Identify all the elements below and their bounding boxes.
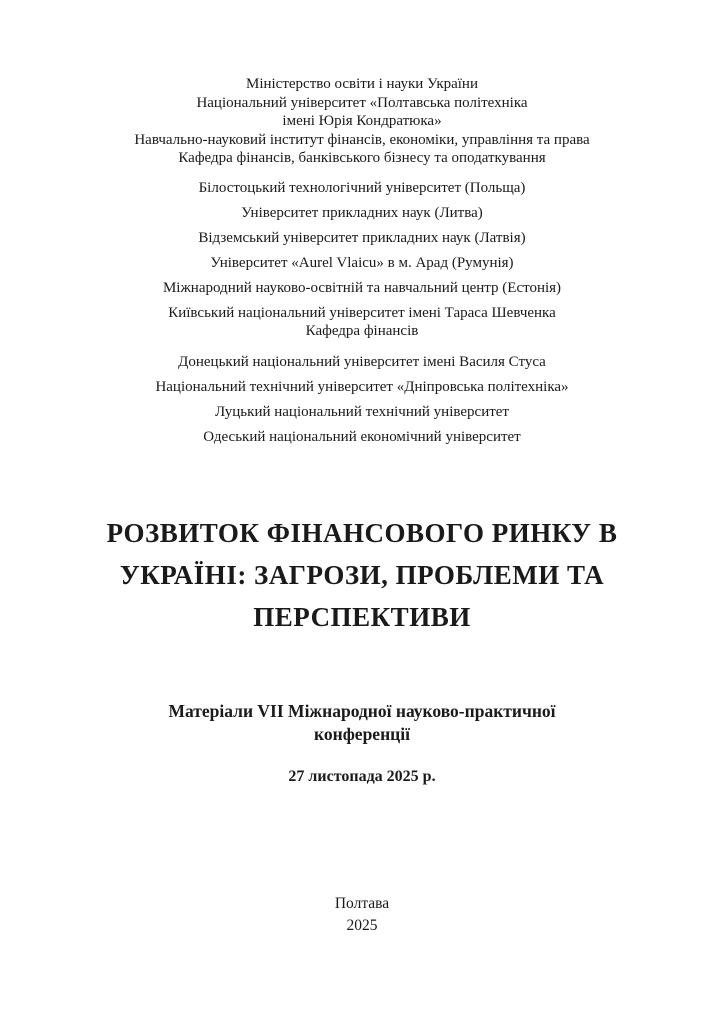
conference-title <box>0 512 724 638</box>
ministry-line: Міністерство освіти і науки України <box>245 76 478 92</box>
partner-international-4: Університет «Aurel Vlaicu» в м. Арад (Румунія) <box>210 254 514 271</box>
kyiv-department-line: Кафедра фінансів <box>305 322 419 339</box>
host-university-line1: Національний університет «Полтавська політехніка <box>196 94 528 111</box>
partner-international-1: Білостоцький технологічний університет (Польща) <box>198 179 526 196</box>
conference-subtitle-line1: Матеріали VII Міжнародної науково-практичної <box>168 700 556 721</box>
kyiv-university-block <box>0 304 724 340</box>
conference-date: 27 листопада 2025 р. <box>288 767 436 785</box>
conference-subtitle <box>0 700 724 746</box>
partner-national-4: Одеський національний економічний університет <box>203 428 521 445</box>
partner-national-1: Донецький національний університет імені Василя Стуса <box>178 353 546 370</box>
ministry-block <box>0 75 724 168</box>
partner-international-3: Відземський університет прикладних наук (Латвія) <box>198 229 526 246</box>
conference-title-line2: УКРАЇНІ: ЗАГРОЗИ, ПРОБЛЕМИ ТА <box>119 559 605 590</box>
partner-international-5: Міжнародний науково-освітній та навчальний центр (Естонія) <box>162 279 562 296</box>
institute-line: Навчально-науковий інститут фінансів, економіки, управління та права <box>134 131 590 148</box>
partner-national-3: Луцький національний технічний університет <box>214 403 509 420</box>
partner-international-2: Університет прикладних наук (Литва) <box>241 204 483 221</box>
conference-title-line3: ПЕРСПЕКТИВИ <box>253 601 471 632</box>
imprint-block <box>0 893 724 937</box>
national-partners-list <box>0 353 724 446</box>
conference-subtitle-line2: конференції <box>314 723 410 744</box>
international-partners-list <box>0 179 724 297</box>
partner-national-2: Національний технічний університет «Дніпровська політехніка» <box>155 378 569 395</box>
imprint-year: 2025 <box>346 917 378 934</box>
kyiv-university-line: Київський національний університет імені Тараса Шевченка <box>168 304 556 321</box>
imprint-city: Полтава <box>334 895 390 912</box>
host-university-line2: імені Юрія Кондратюка» <box>282 113 442 129</box>
department-line: Кафедра фінансів, банківського бізнесу та оподаткування <box>178 150 546 166</box>
conference-title-line1: РОЗВИТОК ФІНАНСОВОГО РИНКУ В <box>106 517 618 548</box>
